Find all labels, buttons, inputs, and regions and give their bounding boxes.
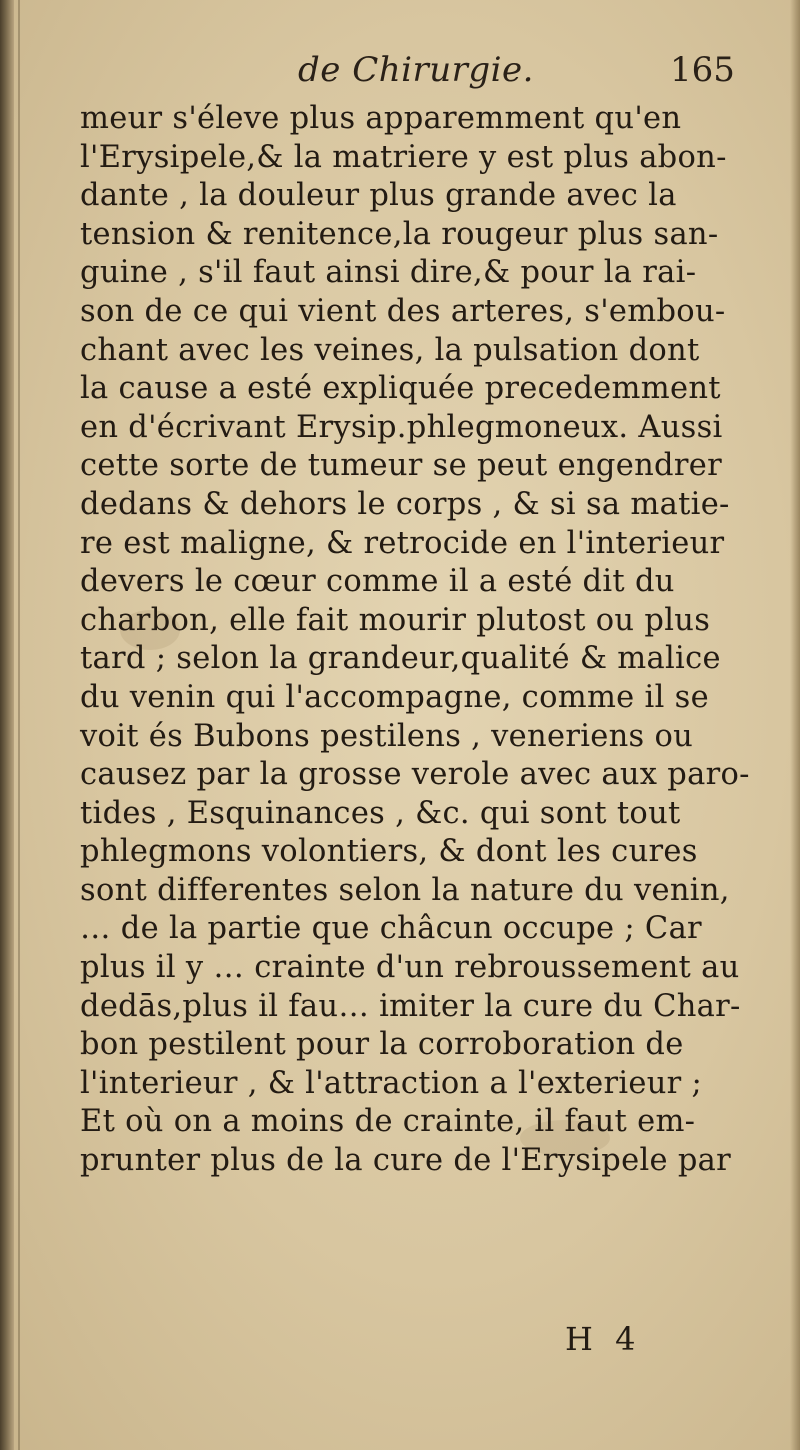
text-line: tard ; selon la grandeur,qualité & malice: [80, 641, 721, 677]
text-line: tension & renitence,la rougeur plus san-: [80, 216, 719, 252]
text-line: dedans & dehors le corps , & si sa matie-: [80, 486, 730, 522]
text-line: voit és Bubons pestilens , veneriens ou: [80, 718, 694, 754]
text-line: guine , s'il faut ainsi dire,& pour la rai-: [80, 255, 697, 291]
text-line: en d'écrivant Erysip.phlegmoneux. Aussi: [80, 409, 723, 445]
text-line: son de ce qui vient des arteres, s'embou-: [80, 293, 726, 329]
body-text: [80, 100, 780, 1181]
text-line: bon pestilent pour la corroboration de: [80, 1027, 684, 1063]
text-line: dedās,plus il fau… imiter la cure du Char-: [80, 988, 741, 1024]
text-line: sont differentes selon la nature du venin,: [80, 872, 730, 908]
text-line: causez par la grosse verole avec aux paro-: [80, 757, 750, 793]
text-line: cette sorte de tumeur se peut engendrer: [80, 448, 722, 484]
text-line: l'interieur , & l'attraction a l'exterieur ;: [80, 1065, 703, 1101]
text-line: devers le cœur comme il a esté dit du: [80, 564, 675, 600]
text-line: meur s'éleve plus apparemment qu'en: [80, 101, 682, 136]
page-edge-shadow: [790, 0, 800, 1450]
text-line: du venin qui l'accompagne, comme il se: [80, 679, 709, 715]
text-line: tides , Esquinances , &c. qui sont tout: [80, 795, 681, 831]
text-line: dante , la douleur plus grande avec la: [80, 178, 677, 214]
text-line: charbon, elle fait mourir plutost ou plus: [80, 602, 711, 638]
gutter-fold-line: [18, 0, 20, 1450]
text-line: phlegmons volontiers, & dont les cures: [80, 834, 698, 870]
running-title: de Chirurgie.: [298, 50, 534, 90]
text-line: re est maligne, & retrocide en l'interieur: [80, 525, 725, 561]
text-line: Et où on a moins de crainte, il faut em-: [80, 1104, 696, 1140]
page-number: 165: [670, 50, 735, 90]
page-header: [290, 44, 770, 100]
signature-mark: H 4: [565, 1320, 642, 1358]
page-gutter: [0, 0, 14, 1450]
text-line: chant avec les veines, la pulsation dont: [80, 332, 700, 368]
text-line: plus il y … crainte d'un rebroussement au: [80, 950, 740, 986]
text-line: l'Erysipele,& la matriere y est plus abon-: [80, 139, 727, 175]
text-line: prunter plus de la cure de l'Erysipele par: [80, 1143, 732, 1179]
text-line: … de la partie que châcun occupe ; Car: [80, 911, 702, 947]
text-line: la cause a esté expliquée precedemment: [80, 371, 721, 407]
